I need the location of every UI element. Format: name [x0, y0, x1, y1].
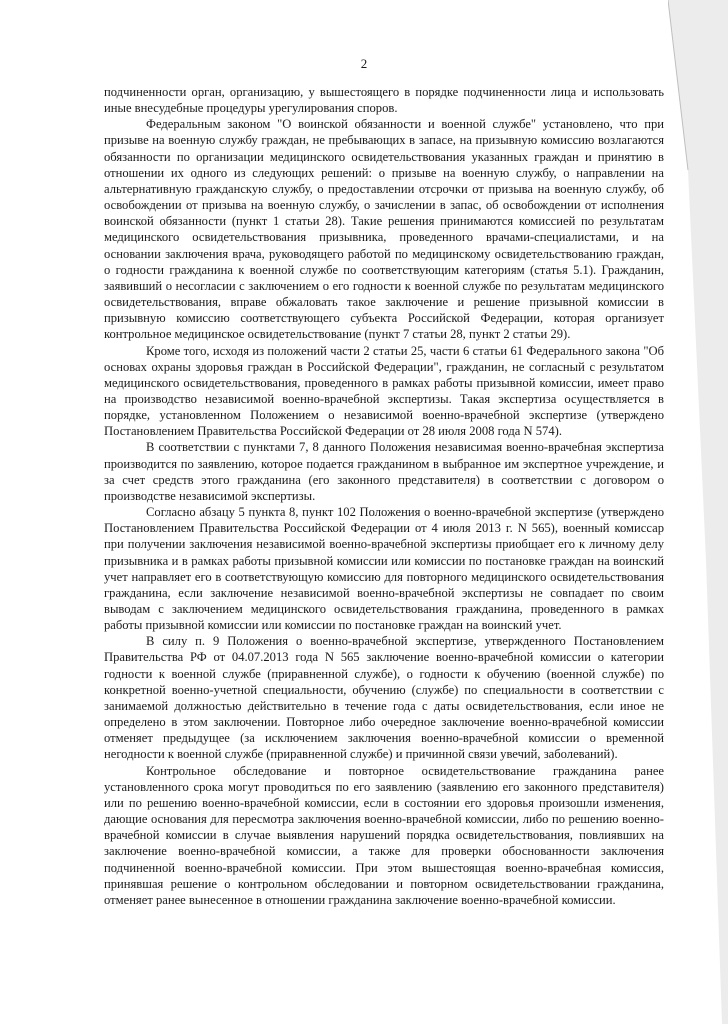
- paragraph: В силу п. 9 Положения о военно-врачебной экспертизе, утвержденного Постановлением Правительства РФ от 04.07.2013 года N 565 заключение военно-врачебной комиссии о категории годности к военной службе (приравненной службе), о годности к обучению (военной службе) по конкретной военно-учетной специальности, обучению (службе) по специальности в соответствии с занимаемой должностью действительно в течение года с даты освидетельствования, если иное не определено в этом заключении. Повторное либо очередное заключение военно-врачебной комиссии отменяет предыдущее (за исключением заключения военно-врачебной комиссии о временной негодности к военной службе (приравненной службе) и причинной связи увечий, заболеваний).: [104, 634, 664, 762]
- page-number: 2: [360, 56, 368, 71]
- paragraph: Согласно абзацу 5 пункта 8, пункт 102 Положения о военно-врачебной экспертизе (утверждено Постановлением Правительства Российской Федерации от 4 июля 2013 г. N 565), военный комиссар при получении заключения независимой военно-врачебной экспертизы приобщает его к личному делу призывника и в рамках работы призывной комиссии или комиссии по постановке граждан на воинский учет направляет его в соответствующую комиссию для повторного медицинского освидетельствования гражданина, если заключение независимой военно-врачебной экспертизы не совпадает по своим выводам с заключением медицинского освидетельствования гражданина, проведенного в рамках работы призывной комиссии или комиссии по постановке граждан на воинский учет.: [104, 505, 664, 633]
- paragraph: подчиненности орган, организацию, у вышестоящего в порядке подчиненности лица и использовать иные внесудебные процедуры урегулирования споров.: [104, 85, 664, 116]
- paragraph: Контрольное обследование и повторное освидетельствование гражданина ранее установленного срока могут проводиться по его заявлению (заявлению его законного представителя) или по решению военно-врачебной комиссии, если в состоянии его здоровья произошли изменения, дающие основания для пересмотра заключения военно-врачебной комиссии, либо по решению военно-врачебной комиссии в случае выявления нарушений порядка освидетельствования, повлиявших на заключение военно-врачебной комиссии, а также для проверки обоснованности заключения подчиненной военно-врачебной комиссии. При этом вышестоящая военно-врачебная комиссия, принявшая решение о контрольном обследовании и повторном освидетельствовании гражданина, отменяет ранее вынесенное в отношении гражданина заключение военно-врачебной комиссии.: [104, 763, 664, 907]
- paragraph: Федеральным законом "О воинской обязанности и военной службе" установлено, что при призыве на военную службу граждан, не пребывающих в запасе, на призывную комиссию возлагаются обязанности по организации медицинского освидетельствования указанных граждан и принятию в отношении их одного из следующих решений: о призыве на военную службу, о направлении на альтернативную гражданскую службу, о предоставлении отсрочки от призыва на военную службу, об освобождении от призыва на военную службу, о зачислении в запас, об освобождении от исполнения воинской обязанности (пункт 1 статьи 28). Такие решения принимаются комиссией по результатам медицинского освидетельствования призывника, проведенного врачами-специалистами, и на основании заключения врача, руководящего работой по медицинскому освидетельствованию граждан, о годности гражданина к военной службе по соответствующим категориям (статья 5.1). Гражданин, заявивший о несогласии с заключением о его годности к военной службе по результатам медицинского освидетельствования, вправе обжаловать такое заключение и решение призывной комиссии в призывную комиссию соответствующего субъекта Российской Федерации, которая организует контрольное медицинское освидетельствование (пункт 7 статьи 28, пункт 2 статьи 29).: [104, 117, 664, 342]
- paragraph: В соответствии с пунктами 7, 8 данного Положения независимая военно-врачебная экспертиза производится по заявлению, которое подается гражданином в выбранное им экспертное учреждение, и за счет средств этого гражданина (его законного представителя) в соответствии с договором о производстве независимой экспертизы.: [104, 440, 664, 503]
- page-edge-shadow: [668, 0, 728, 1024]
- paragraph: Кроме того, исходя из положений части 2 статьи 25, части 6 статьи 61 Федерального закона "Об основах охраны здоровья граждан в Российской Федерации", гражданин, не согласный с результатом медицинского освидетельствования, проведенного в рамках работы призывной комиссии, имеет право на производство независимой военно-врачебной экспертизы. Такая экспертиза осуществляется в порядке, установленном Положением о независимой военно-врачебной экспертизе (утверждено Постановлением Правительства Российской Федерации от 28 июля 2008 года N 574).: [104, 343, 664, 439]
- document-body: [104, 84, 664, 908]
